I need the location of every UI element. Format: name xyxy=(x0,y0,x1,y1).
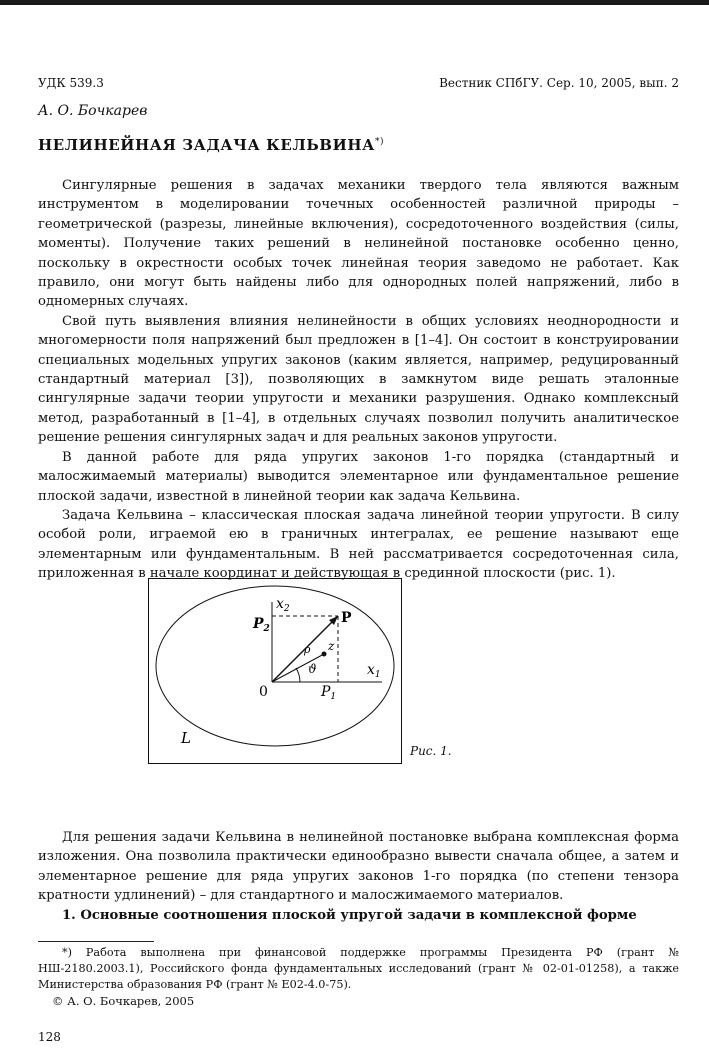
contour-label: L xyxy=(181,729,191,747)
footnote-rule xyxy=(38,941,154,942)
journal-header: Вестник СПбГУ. Сер. 10, 2005, вып. 2 xyxy=(439,76,679,90)
footnote-text: *) Работа выполнена при финансовой поддержке программы Президента РФ (грант № НШ-2180.2003.1), Российского фонда фундаментальных исследований (грант № 02-01-01258), а также Министерства образования РФ (грант № Е02-4.0-75). xyxy=(38,946,679,991)
title-text: НЕЛИНЕЙНАЯ ЗАДАЧА КЕЛЬВИНА xyxy=(38,136,375,154)
rho-label: ρ xyxy=(304,643,311,656)
p2-label: $P_2$ xyxy=(253,616,270,634)
author-name: А. О. Бочкарев xyxy=(38,103,148,119)
kelvin-problem-diagram xyxy=(148,578,402,764)
body-text-top xyxy=(38,176,679,584)
theta-label: ϑ xyxy=(308,662,317,676)
paragraph: Сингулярные решения в задачах механики твердого тела являются важным инструментом в моделировании точечных особенностей различной природы – геометрической (разрезы, линейные включения), сосредоточенного воздействия (силы, моменты). Получение таких решений в нелинейной постановке особенно ценно, поскольку в окрестности особых точек линейная теория заведомо не работает. Как правило, они могут быть найдены либо для однородных полей напряжений, либо в одномерных случаях. xyxy=(38,178,679,310)
title-footnote-mark: *) xyxy=(374,137,385,147)
figure-1 xyxy=(148,578,402,764)
paragraph: Свой путь выявления влияния нелинейности в общих условиях неоднородности и многомерности поля напряжений был предложен в [1–4]. Он состоит в конструировании специальных модельных упругих законов (каким является, например, редуцированный стандартный материал [3]), позволяющих в замкнутом виде решать эталонные сингулярные задачи теории упругости и механики разрушения. Однако комплексный метод, разработанный в [1–4], в отдельных случаях позволил получить аналитическое решение решения сингулярных задач и для реальных законов упругости. xyxy=(38,313,679,446)
x1-label: $x_1$ xyxy=(367,662,381,680)
udk-code: УДК 539.3 xyxy=(38,76,104,90)
figure-caption: Рис. 1. xyxy=(410,744,452,758)
z-label: z xyxy=(328,639,335,653)
page-number: 128 xyxy=(38,1030,61,1044)
point-z xyxy=(322,652,327,657)
top-border xyxy=(0,0,709,5)
p1-label: $P_1$ xyxy=(321,684,337,702)
paragraph: В данной работе для ряда упругих законов 1-го порядка (стандартный и малосжимаемый материалы) выводится элементарное или фундаментальное решение плоской задачи, известной в линейной теории как задача Кельвина. xyxy=(38,449,679,504)
x2-label: $x_2$ xyxy=(276,596,290,614)
section-heading: 1. Основные соотношения плоской упругой задачи в комплексной форме xyxy=(62,908,637,923)
angle-arc xyxy=(296,668,300,682)
contour-ellipse xyxy=(156,586,394,746)
copyright: © А. О. Бочкарев, 2005 xyxy=(52,994,195,1008)
footnote xyxy=(38,945,679,993)
paper-title xyxy=(38,136,384,154)
p-label: P xyxy=(341,610,352,626)
body-text-bottom xyxy=(38,828,679,906)
paragraph: Задача Кельвина – классическая плоская задача линейной теории упругости. В силу особой роли, играемой ею в граничных интегралах, ее решение называют еще элементарным или фундаментальным. В ней рассматривается сосредоточенная сила, приложенная в начале координат и действующая в срединной плоскости (рис. 1). xyxy=(38,507,679,582)
paragraph: Для решения задачи Кельвина в нелинейной постановке выбрана комплексная форма изложения. Она позволила практически единообразно вывести сначала общее, а затем и элементарное решение для ряда упругих законов 1-го порядка (по степени тензора кратности удлинений) – для стандартного и малосжимаемого материалов. xyxy=(38,830,679,904)
origin-label: 0 xyxy=(259,684,268,700)
